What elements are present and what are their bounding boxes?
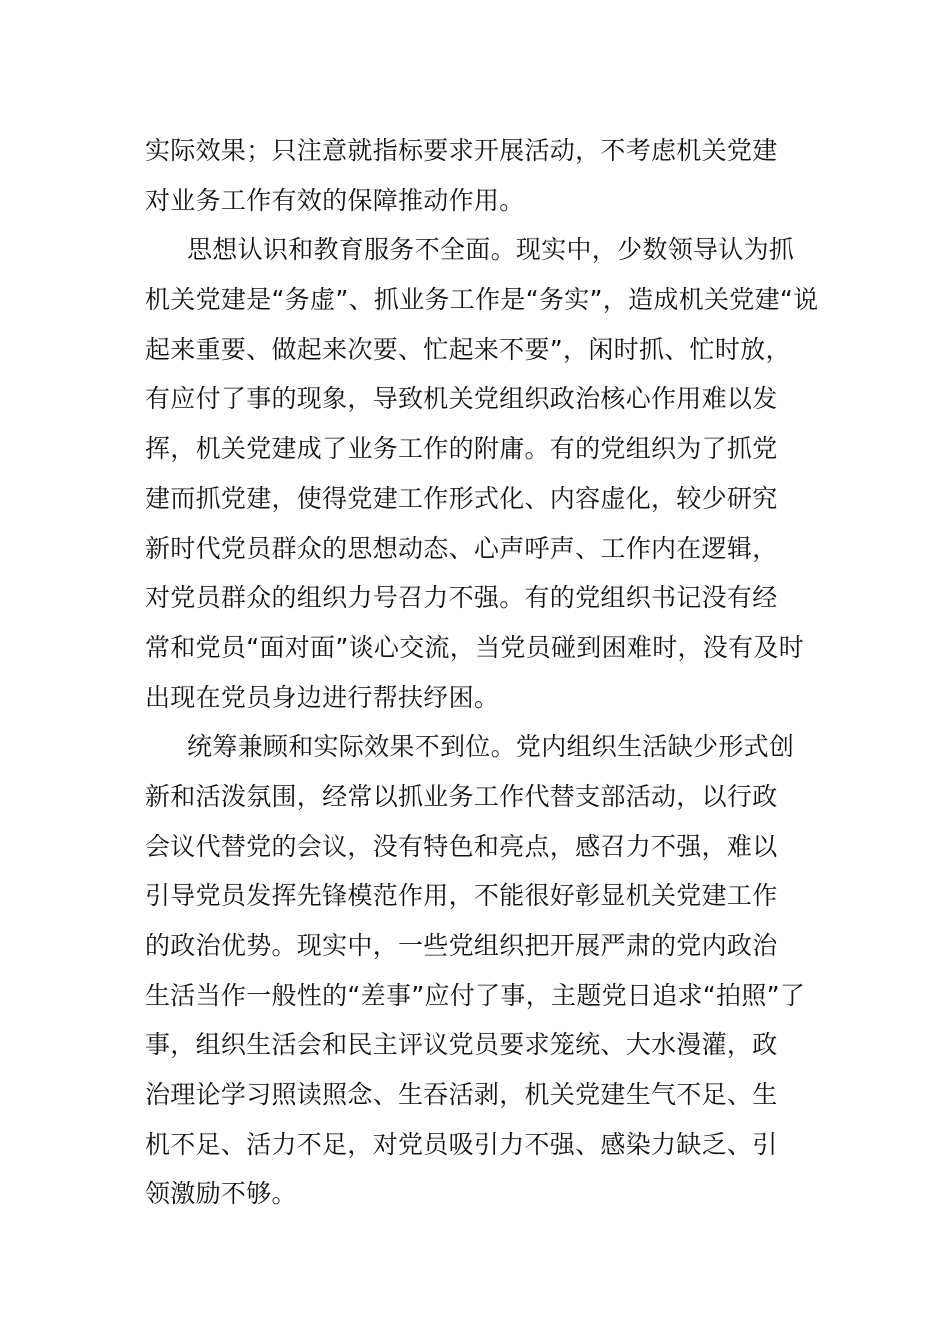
paragraph-start-line: 统筹兼顾和实际效果不到位。党内组织生活缺少形式创	[187, 732, 795, 762]
text-line: 机关党建是“务虚”、抓业务工作是“务实”，造成机关党建“说	[145, 285, 819, 315]
text-line: 新和活泼氛围，经常以抓业务工作代替支部活动，以行政	[145, 781, 778, 811]
text-line: 事，组织生活会和民主评议党员要求笼统、大水漫灌，政	[145, 1030, 778, 1060]
text-line: 生活当作一般性的“差事”应付了事，主题党日追求“拍照”了	[145, 980, 806, 1010]
text-line: 挥，机关党建成了业务工作的附庸。有的党组织为了抓党	[145, 434, 778, 464]
paragraph-start-line: 思想认识和教育服务不全面。现实中，少数领导认为抓	[187, 235, 795, 265]
text-line: 对业务工作有效的保障推动作用。	[145, 185, 525, 215]
text-line: 会议代替党的会议，没有特色和亮点，感召力不强，难以	[145, 831, 778, 861]
text-line: 引导党员发挥先锋模范作用，不能很好彰显机关党建工作	[145, 881, 778, 911]
document-body	[145, 126, 819, 1219]
text-line: 领激励不够。	[145, 1179, 297, 1209]
text-line: 起来重要、做起来次要、忙起来不要”，闲时抓、忙时放，	[145, 334, 791, 364]
text-line: 治理论学习照读照念、生吞活剥，机关党建生气不足、生	[145, 1080, 778, 1110]
text-line: 实际效果；只注意就指标要求开展活动，不考虑机关党建	[145, 136, 778, 165]
text-line: 出现在党员身边进行帮扶纾困。	[145, 682, 500, 712]
text-line: 对党员群众的组织力号召力不强。有的党组织书记没有经	[145, 583, 778, 613]
text-line: 新时代党员群众的思想动态、心声呼声、工作内在逻辑，	[145, 533, 778, 563]
text-line: 有应付了事的现象，导致机关党组织政治核心作用难以发	[145, 384, 778, 414]
text-line: 常和党员“面对面”谈心交流，当党员碰到困难时，没有及时	[145, 632, 805, 662]
text-line: 的政治优势。现实中，一些党组织把开展严肃的党内政治	[145, 931, 778, 960]
text-line: 机不足、活力不足，对党员吸引力不强、感染力缺乏、引	[145, 1129, 778, 1159]
text-line: 建而抓党建，使得党建工作形式化、内容虚化，较少研究	[145, 483, 778, 513]
